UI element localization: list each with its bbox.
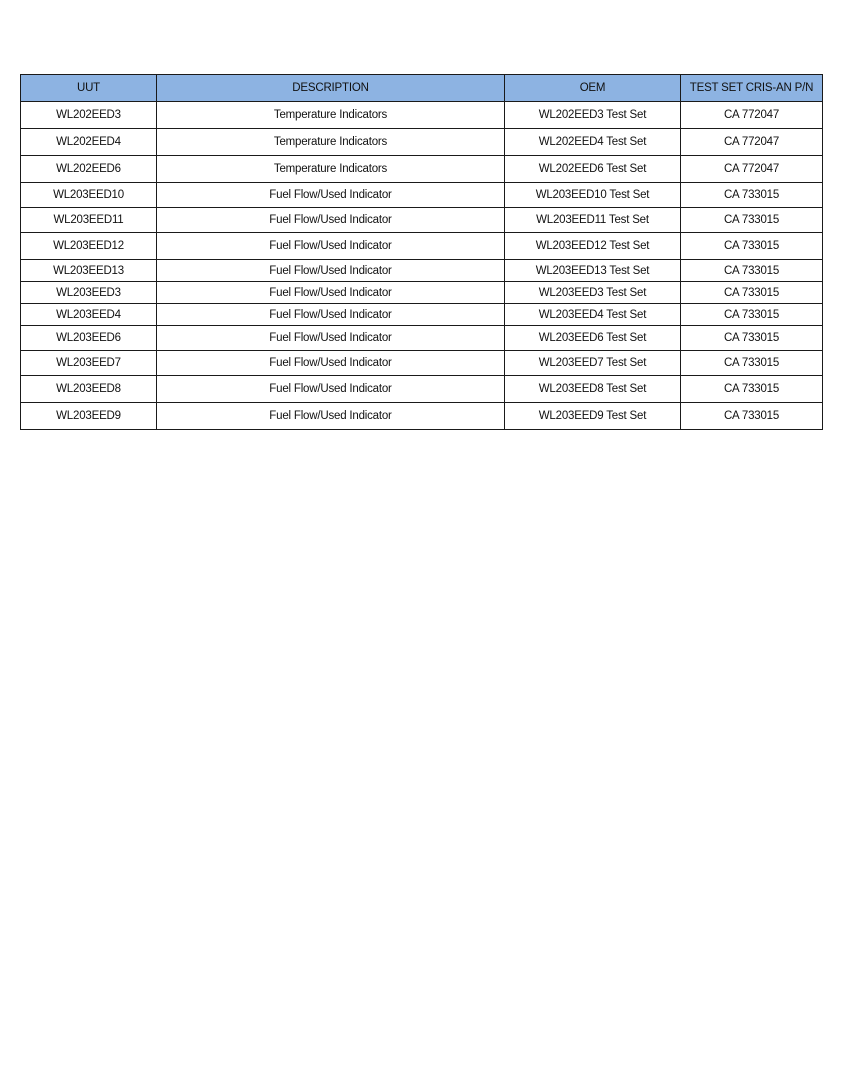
cell-test-set-pn: CA 733015: [681, 233, 823, 260]
cell-oem: WL203EED6 Test Set: [505, 326, 681, 351]
cell-oem: WL203EED8 Test Set: [505, 376, 681, 403]
cell-oem: WL203EED7 Test Set: [505, 351, 681, 376]
cell-oem: WL203EED10 Test Set: [505, 183, 681, 208]
cell-oem: WL202EED3 Test Set: [505, 102, 681, 129]
cell-description: Fuel Flow/Used Indicator: [157, 260, 505, 282]
cell-test-set-pn: CA 733015: [681, 282, 823, 304]
cell-uut: WL203EED10: [21, 183, 157, 208]
cell-oem: WL203EED9 Test Set: [505, 403, 681, 430]
cell-oem: WL203EED4 Test Set: [505, 304, 681, 326]
table-row: [21, 304, 823, 326]
cell-test-set-pn: CA 733015: [681, 376, 823, 403]
cell-test-set-pn: CA 733015: [681, 326, 823, 351]
cell-description: Temperature Indicators: [157, 156, 505, 183]
cell-oem: WL203EED12 Test Set: [505, 233, 681, 260]
cell-description: Fuel Flow/Used Indicator: [157, 304, 505, 326]
cell-uut: WL202EED4: [21, 129, 157, 156]
cell-uut: WL203EED11: [21, 208, 157, 233]
cell-description: Fuel Flow/Used Indicator: [157, 208, 505, 233]
cell-oem: WL203EED13 Test Set: [505, 260, 681, 282]
table-row: [21, 233, 823, 260]
cell-test-set-pn: CA 772047: [681, 129, 823, 156]
cell-description: Fuel Flow/Used Indicator: [157, 351, 505, 376]
cell-uut: WL202EED3: [21, 102, 157, 129]
cell-test-set-pn: CA 733015: [681, 183, 823, 208]
cell-description: Fuel Flow/Used Indicator: [157, 376, 505, 403]
cell-uut: WL203EED12: [21, 233, 157, 260]
cell-oem: WL203EED3 Test Set: [505, 282, 681, 304]
cell-oem: WL202EED4 Test Set: [505, 129, 681, 156]
table-row: [21, 260, 823, 282]
cell-uut: WL203EED4: [21, 304, 157, 326]
cell-description: Fuel Flow/Used Indicator: [157, 326, 505, 351]
table-row: [21, 326, 823, 351]
cell-oem: WL203EED11 Test Set: [505, 208, 681, 233]
cell-test-set-pn: CA 733015: [681, 304, 823, 326]
cell-test-set-pn: CA 733015: [681, 403, 823, 430]
cell-uut: WL203EED7: [21, 351, 157, 376]
cell-uut: WL203EED9: [21, 403, 157, 430]
header-oem: OEM: [505, 75, 681, 102]
cell-test-set-pn: CA 772047: [681, 102, 823, 129]
table-row: [21, 403, 823, 430]
cell-description: Fuel Flow/Used Indicator: [157, 403, 505, 430]
cell-uut: WL203EED8: [21, 376, 157, 403]
cell-uut: WL203EED3: [21, 282, 157, 304]
cell-description: Fuel Flow/Used Indicator: [157, 183, 505, 208]
table-header-row: [21, 75, 823, 102]
table-row: [21, 156, 823, 183]
test-set-table: [20, 74, 823, 430]
cell-test-set-pn: CA 772047: [681, 156, 823, 183]
cell-uut: WL203EED13: [21, 260, 157, 282]
cell-uut: WL202EED6: [21, 156, 157, 183]
table-row: [21, 102, 823, 129]
table-row: [21, 351, 823, 376]
table-row: [21, 208, 823, 233]
header-uut: UUT: [21, 75, 157, 102]
header-test-set-pn: TEST SET CRIS-AN P/N: [681, 75, 823, 102]
table-row: [21, 129, 823, 156]
cell-uut: WL203EED6: [21, 326, 157, 351]
cell-test-set-pn: CA 733015: [681, 208, 823, 233]
table-row: [21, 376, 823, 403]
cell-description: Fuel Flow/Used Indicator: [157, 233, 505, 260]
cell-description: Fuel Flow/Used Indicator: [157, 282, 505, 304]
header-description: DESCRIPTION: [157, 75, 505, 102]
cell-description: Temperature Indicators: [157, 129, 505, 156]
cell-test-set-pn: CA 733015: [681, 351, 823, 376]
cell-oem: WL202EED6 Test Set: [505, 156, 681, 183]
table-row: [21, 282, 823, 304]
cell-description: Temperature Indicators: [157, 102, 505, 129]
cell-test-set-pn: CA 733015: [681, 260, 823, 282]
table-row: [21, 183, 823, 208]
